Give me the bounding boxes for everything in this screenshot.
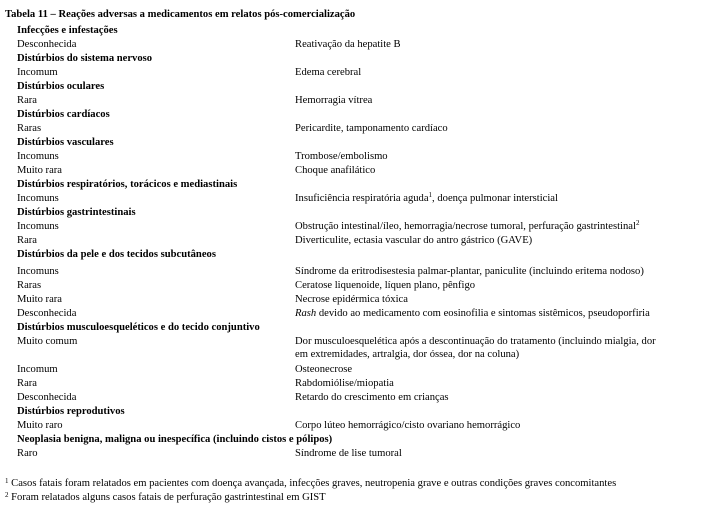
reaction-cell	[295, 391, 449, 404]
reaction-cell	[295, 335, 656, 361]
reaction-text: Pericardite, tamponamento cardíaco	[295, 123, 448, 134]
table-title: Tabela 11 – Reações adversas a medicamentos em relatos pós-comercialização	[5, 9, 356, 20]
frequency-cell: Muito rara	[17, 294, 63, 305]
category-heading: Distúrbios gastrintestinais	[17, 207, 136, 218]
reaction-text: Obstrução intestinal/íleo, hemorragia/necrose tumoral, perfuração gastrintestinal	[295, 221, 636, 232]
frequency-cell: Muito comum	[17, 336, 78, 347]
frequency-cell: Incomuns	[17, 266, 59, 277]
reaction-text-line2: em extremidades, artralgia, dor óssea, dor na coluna)	[295, 349, 520, 360]
reaction-cell	[295, 66, 361, 79]
frequency-cell: Raras	[17, 280, 42, 291]
reaction-text: Reativação da hepatite B	[295, 39, 401, 50]
reaction-cell	[295, 377, 394, 390]
reaction-text: Diverticulite, ectasia vascular do antro gástrico (GAVE)	[295, 235, 533, 246]
footnote-ref: 2	[635, 219, 640, 227]
frequency-cell: Rara	[17, 235, 37, 246]
frequency-cell: Muito raro	[17, 420, 63, 431]
reaction-cell	[295, 363, 352, 376]
category-heading: Distúrbios cardíacos	[17, 109, 110, 120]
reaction-text: Corpo lúteo hemorrágico/cisto ovariano hemorrágico	[295, 420, 521, 431]
reaction-cell	[295, 192, 558, 205]
frequency-cell: Rara	[17, 95, 37, 106]
category-heading: Distúrbios respiratórios, torácicos e mediastinais	[17, 179, 238, 190]
category-heading: Distúrbios do sistema nervoso	[17, 53, 153, 64]
reaction-text: Insuficiência respiratória aguda	[295, 193, 429, 204]
frequency-cell: Rara	[17, 378, 37, 389]
category-heading: Distúrbios reprodutivos	[17, 406, 125, 417]
reaction-cell	[295, 164, 375, 177]
footnote	[5, 478, 616, 489]
reaction-text: Trombose/embolismo	[295, 151, 388, 162]
reaction-cell	[295, 220, 639, 233]
category-heading: Distúrbios oculares	[17, 81, 105, 92]
reaction-text: Síndrome da eritrodisestesia palmar-plantar, paniculite (incluindo eritema nodoso)	[295, 266, 644, 277]
frequency-cell: Incomuns	[17, 193, 59, 204]
reaction-cell	[295, 279, 475, 292]
reaction-cell	[295, 447, 402, 460]
reaction-text: Dor musculoesquelética após a descontinuação do tratamento (incluindo mialgia, dor	[295, 336, 656, 347]
footnote-text: Casos fatais foram relatados em pacientes com doença avançada, infecções graves, neutropenia grave e outras condições graves concomitantes	[8, 478, 617, 489]
reaction-text: Edema cerebral	[295, 67, 362, 78]
category-heading: Distúrbios vasculares	[17, 137, 114, 148]
category-heading: Neoplasia benigna, maligna ou inespecífica (incluindo cistos e pólipos)	[17, 434, 333, 445]
footnote-text: Foram relatados alguns casos fatais de perfuração gastrintestinal em GIST	[8, 492, 326, 503]
reaction-text: Hemorragia vítrea	[295, 95, 373, 106]
reaction-text: Síndrome de lise tumoral	[295, 448, 402, 459]
reaction-cell	[295, 150, 388, 163]
reaction-text: Ceratose liquenoide, líquen plano, pênfigo	[295, 280, 476, 291]
frequency-cell: Raras	[17, 123, 42, 134]
frequency-cell: Incomum	[17, 67, 58, 78]
reaction-text: Necrose epidérmica tóxica	[295, 294, 408, 305]
frequency-cell: Raro	[17, 448, 38, 459]
reaction-text: Choque anafilático	[295, 165, 376, 176]
frequency-cell: Incomum	[17, 364, 58, 375]
frequency-cell: Desconhecida	[17, 392, 77, 403]
frequency-cell: Desconhecida	[17, 308, 77, 319]
frequency-cell: Desconhecida	[17, 39, 77, 50]
reaction-cell	[295, 307, 650, 320]
category-heading: Infecções e infestações	[17, 25, 118, 36]
reaction-cell	[295, 293, 408, 306]
category-heading: Distúrbios da pele e dos tecidos subcutâneos	[17, 249, 216, 260]
frequency-cell: Incomuns	[17, 221, 59, 232]
reaction-cell	[295, 94, 372, 107]
reaction-text-continued: , doença pulmonar intersticial	[432, 193, 558, 204]
reaction-text: devido ao medicamento com eosinofilia e sintomas sistêmicos, pseudoporfiria	[316, 308, 650, 319]
reaction-cell	[295, 122, 448, 135]
reaction-text: Osteonecrose	[295, 364, 353, 375]
reaction-text: Retardo do crescimento em crianças	[295, 392, 449, 403]
reaction-cell	[295, 38, 401, 51]
reaction-text: Rabdomiólise/miopatia	[295, 378, 394, 389]
footnote	[5, 492, 326, 503]
reaction-cell	[295, 419, 520, 432]
footnote-mark: 2	[5, 491, 9, 499]
reaction-cell	[295, 234, 532, 247]
footnote-ref: 1	[428, 191, 433, 199]
footnote-mark: 1	[5, 477, 9, 485]
frequency-cell: Muito rara	[17, 165, 63, 176]
frequency-cell: Incomuns	[17, 151, 59, 162]
category-heading: Distúrbios musculoesqueléticos e do tecido conjuntivo	[17, 322, 260, 333]
reaction-italic-term: Rash	[295, 308, 317, 319]
reaction-cell	[295, 265, 644, 278]
